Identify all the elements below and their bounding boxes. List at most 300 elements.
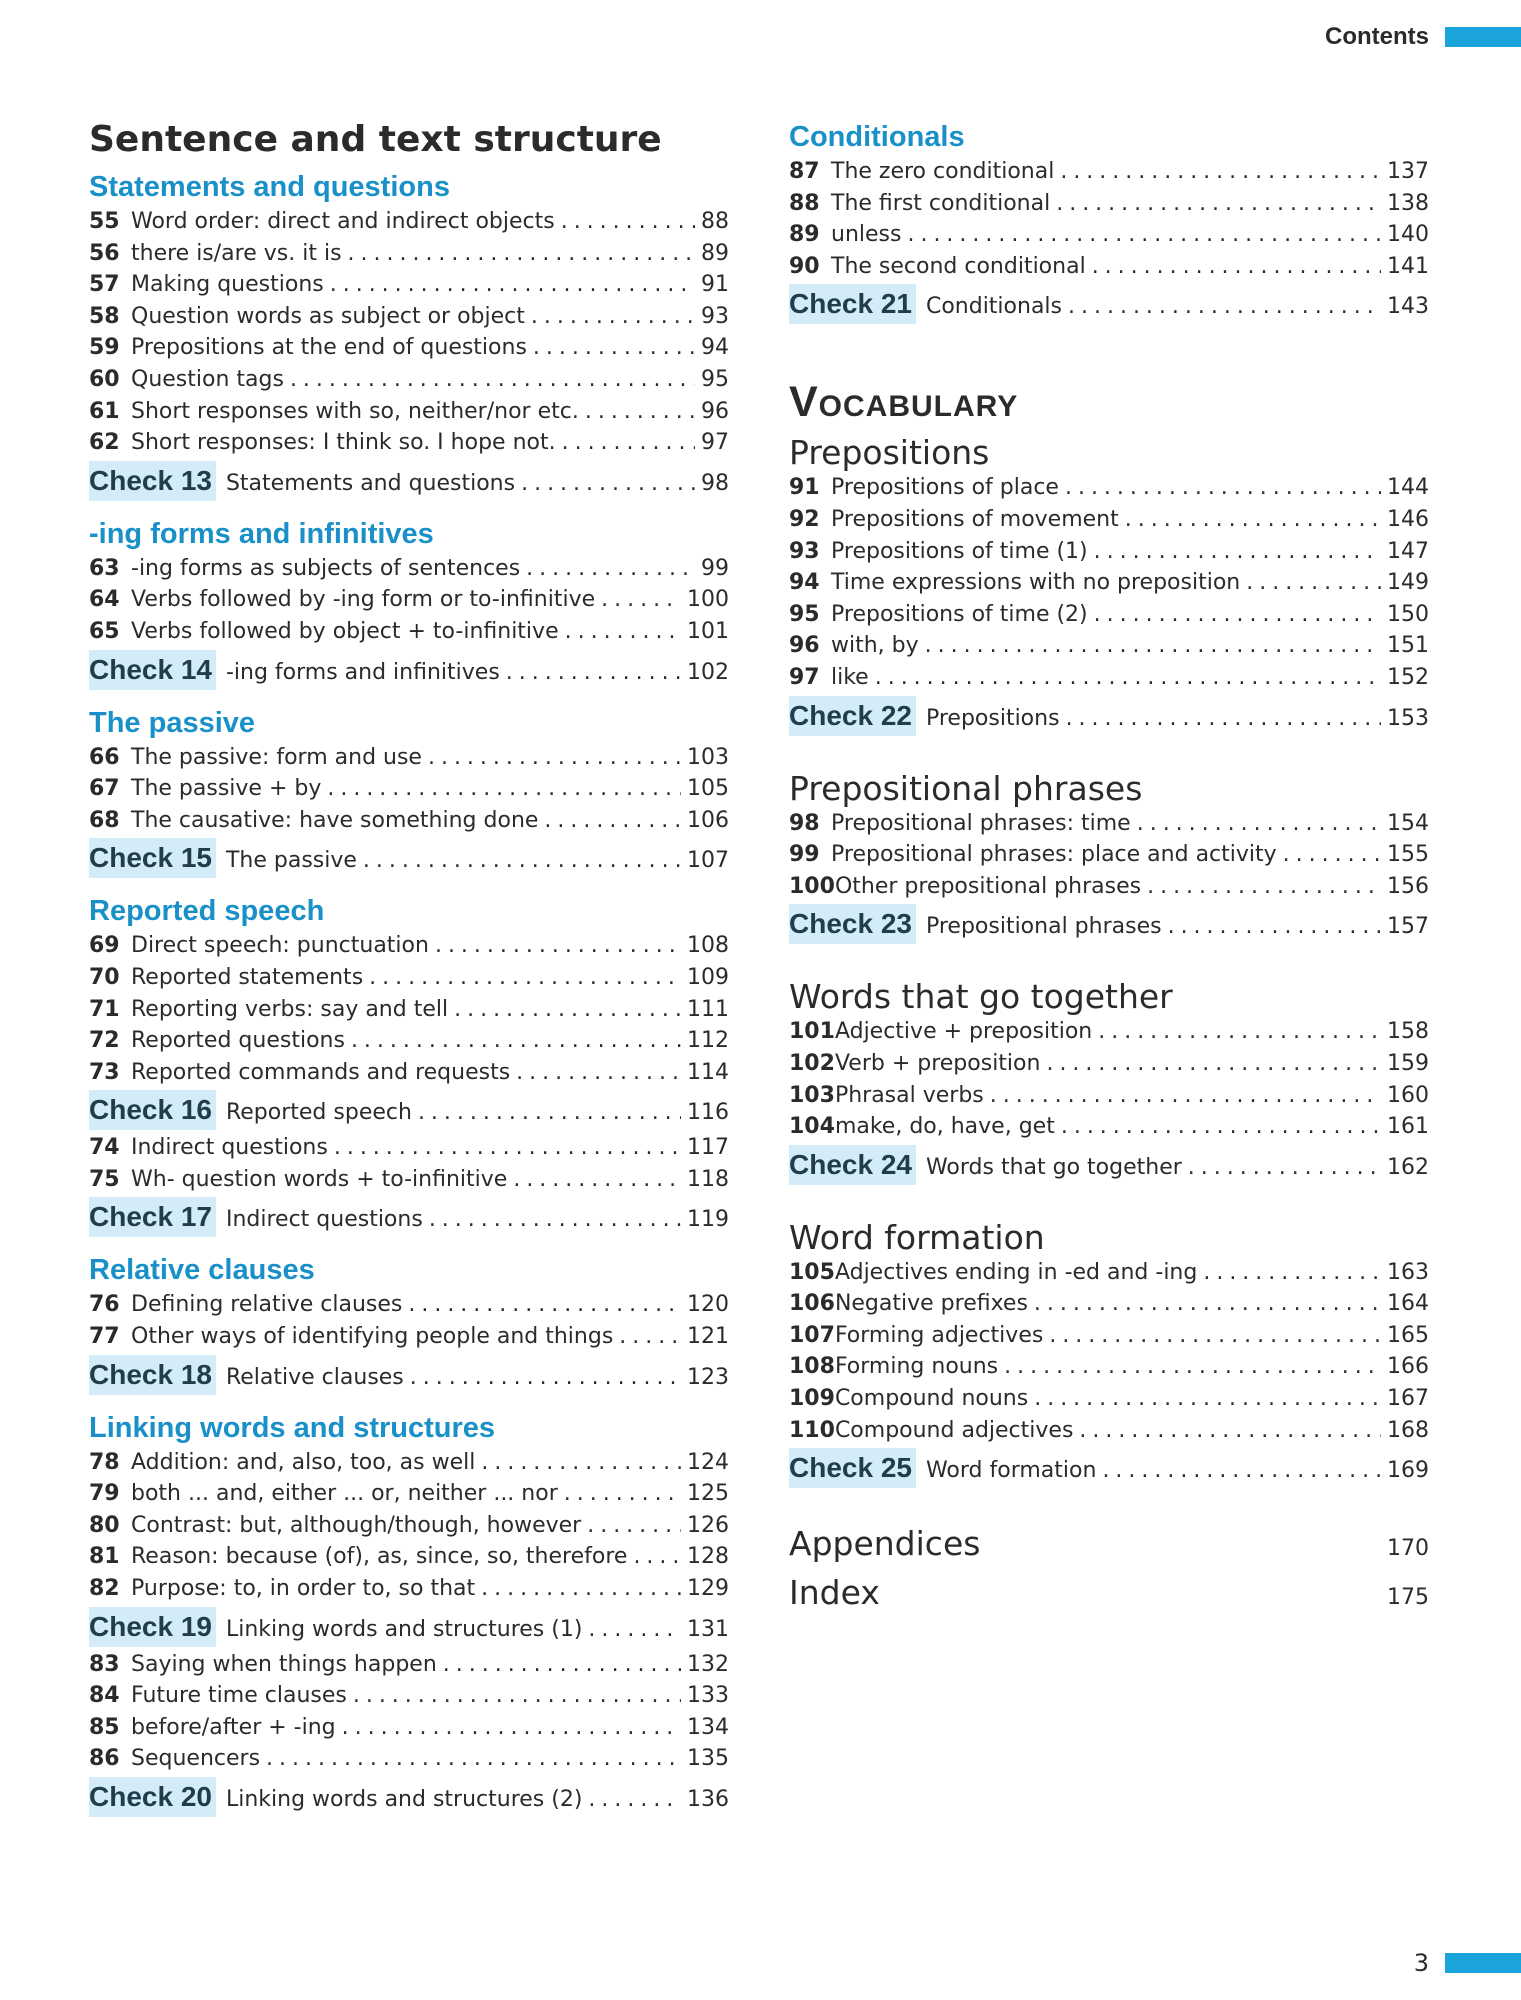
check-page: 119 bbox=[687, 1207, 729, 1233]
check-entry[interactable] bbox=[89, 1777, 729, 1817]
dot-leader bbox=[418, 1093, 681, 1134]
entry-number: 90 bbox=[789, 253, 820, 279]
toc-entry[interactable] bbox=[89, 1132, 729, 1164]
entry-page: 155 bbox=[1387, 842, 1429, 868]
back-matter bbox=[789, 1522, 1429, 1620]
toc-entry[interactable] bbox=[789, 472, 1429, 504]
entry-title: Indirect questions bbox=[131, 1135, 328, 1161]
running-head-label: Contents bbox=[1325, 23, 1429, 50]
back-matter-page: 170 bbox=[1387, 1536, 1429, 1562]
check-entry[interactable] bbox=[89, 1197, 729, 1237]
toc-entry[interactable] bbox=[89, 269, 729, 301]
entry-page: 100 bbox=[687, 587, 729, 613]
dot-leader bbox=[408, 1289, 681, 1321]
entry-number: 107 bbox=[789, 1322, 835, 1348]
entry-page: 147 bbox=[1387, 538, 1429, 564]
section-heading[interactable]: Word formation bbox=[789, 1217, 1045, 1257]
entry-title: Reason: because (of), as, since, so, therefore bbox=[131, 1544, 628, 1570]
toc-entry[interactable] bbox=[789, 504, 1429, 536]
check-page: 98 bbox=[701, 470, 729, 496]
entry-page: 105 bbox=[687, 776, 729, 802]
entry-number: 109 bbox=[789, 1386, 835, 1412]
check-title: Relative clauses bbox=[225, 1364, 404, 1390]
entry-number: 97 bbox=[789, 664, 820, 690]
toc-entry[interactable] bbox=[789, 839, 1429, 871]
entry-page: 95 bbox=[701, 366, 729, 392]
toc-entry[interactable] bbox=[789, 156, 1429, 188]
check-page: 102 bbox=[687, 659, 729, 685]
section-heading[interactable]: Conditionals bbox=[789, 121, 965, 153]
folio-bar bbox=[1445, 1953, 1521, 1973]
toc-entry[interactable] bbox=[89, 1712, 729, 1744]
check-label: Check 25 bbox=[789, 1448, 916, 1488]
entry-title: Prepositions at the end of questions bbox=[131, 335, 527, 361]
entry-number: 68 bbox=[89, 807, 120, 833]
check-entry[interactable] bbox=[89, 1090, 729, 1130]
entry-title: Question words as subject or object bbox=[131, 303, 525, 329]
entry-title: The first conditional bbox=[831, 190, 1051, 216]
entry-title: The zero conditional bbox=[831, 159, 1055, 184]
dot-leader bbox=[907, 219, 1381, 251]
section-heading[interactable]: Prepositions bbox=[789, 433, 990, 473]
entry-title: Adjectives ending in -ed and -ing bbox=[834, 1259, 1198, 1285]
entry-page: 144 bbox=[1387, 475, 1429, 501]
entry-number: 92 bbox=[789, 506, 820, 532]
check-label: Check 20 bbox=[89, 1777, 216, 1817]
toc-entry[interactable] bbox=[789, 1016, 1429, 1048]
toc-entry[interactable] bbox=[89, 1025, 729, 1057]
toc-entry[interactable] bbox=[89, 1680, 729, 1712]
entry-page: 151 bbox=[1387, 633, 1429, 659]
check-entry[interactable] bbox=[89, 838, 729, 878]
section-heading[interactable]: Prepositional phrases bbox=[789, 768, 1143, 808]
toc-entry[interactable] bbox=[789, 251, 1429, 283]
toc-entry[interactable] bbox=[789, 871, 1429, 903]
dot-leader bbox=[1094, 599, 1381, 631]
toc-entry[interactable] bbox=[789, 219, 1429, 251]
dot-leader bbox=[633, 1541, 681, 1573]
entry-title: Prepositions of time (2) bbox=[831, 601, 1088, 627]
entry-number: 101 bbox=[789, 1019, 835, 1045]
toc-section bbox=[89, 1251, 729, 1394]
check-entry[interactable] bbox=[789, 696, 1429, 736]
toc-entry[interactable] bbox=[789, 536, 1429, 568]
entry-title: Prepositional phrases: place and activity bbox=[831, 842, 1277, 868]
dot-leader bbox=[1283, 839, 1381, 871]
toc-entry[interactable] bbox=[89, 930, 729, 962]
toc-entry[interactable] bbox=[89, 553, 729, 585]
entry-title: Prepositions of time (1) bbox=[831, 538, 1088, 564]
check-label: Check 23 bbox=[789, 904, 916, 944]
running-head bbox=[1325, 22, 1521, 52]
dot-leader bbox=[481, 1573, 681, 1605]
entry-title: Reported questions bbox=[131, 1028, 345, 1054]
entry-number: 79 bbox=[89, 1481, 120, 1507]
toc-entry[interactable] bbox=[89, 1447, 729, 1479]
dot-leader bbox=[1004, 1351, 1381, 1383]
entry-number: 98 bbox=[789, 810, 820, 836]
left-column bbox=[89, 118, 729, 1831]
toc-entry[interactable] bbox=[89, 364, 729, 396]
section-heading[interactable]: Relative clauses bbox=[89, 1254, 315, 1287]
toc-entry[interactable] bbox=[789, 1257, 1429, 1289]
dot-leader bbox=[348, 238, 695, 270]
entry-number: 105 bbox=[789, 1259, 835, 1285]
check-title: The passive bbox=[225, 848, 357, 874]
entry-number: 74 bbox=[89, 1135, 120, 1161]
toc-entry[interactable] bbox=[789, 567, 1429, 599]
entry-page: 167 bbox=[1387, 1386, 1429, 1412]
entry-title: Other ways of identifying people and things bbox=[131, 1324, 614, 1350]
dot-leader bbox=[443, 1649, 681, 1681]
check-label: Check 13 bbox=[89, 461, 216, 501]
check-entry[interactable] bbox=[89, 650, 729, 690]
entry-title: Sequencers bbox=[131, 1746, 261, 1772]
page-number: 3 bbox=[1413, 1949, 1429, 1977]
entry-title: Future time clauses bbox=[131, 1683, 347, 1709]
entry-page: 138 bbox=[1387, 190, 1429, 216]
entry-page: 132 bbox=[687, 1651, 729, 1677]
entry-page: 158 bbox=[1387, 1019, 1429, 1045]
toc-entry[interactable] bbox=[789, 1351, 1429, 1383]
dot-leader bbox=[1060, 156, 1381, 188]
dot-leader bbox=[513, 1164, 681, 1196]
entry-page: 93 bbox=[701, 303, 729, 329]
entry-title: The causative: have something done bbox=[131, 807, 539, 833]
entry-number: 86 bbox=[89, 1746, 120, 1772]
entry-title: Saying when things happen bbox=[131, 1651, 437, 1677]
entry-number: 66 bbox=[89, 744, 120, 770]
entry-number: 57 bbox=[89, 272, 120, 298]
toc-entry[interactable] bbox=[789, 1111, 1429, 1143]
entry-page: 166 bbox=[1387, 1354, 1429, 1380]
entry-page: 135 bbox=[687, 1746, 729, 1772]
entry-page: 141 bbox=[1387, 253, 1429, 279]
check-page: 157 bbox=[1387, 914, 1429, 940]
entry-title: The second conditional bbox=[831, 253, 1086, 279]
conditionals-section bbox=[789, 118, 1429, 324]
entry-page: 120 bbox=[687, 1292, 729, 1318]
toc-entry[interactable] bbox=[89, 1321, 729, 1353]
entry-number: 58 bbox=[89, 303, 120, 329]
entry-page: 88 bbox=[701, 209, 729, 234]
dot-leader bbox=[428, 742, 681, 774]
entry-page: 163 bbox=[1387, 1259, 1429, 1285]
entry-title: with, by bbox=[831, 633, 919, 659]
entry-title: Forming nouns bbox=[834, 1354, 999, 1380]
toc-entry[interactable] bbox=[789, 1383, 1429, 1415]
dot-leader bbox=[1098, 1016, 1381, 1048]
entry-number: 60 bbox=[89, 366, 120, 392]
dot-leader bbox=[334, 1132, 681, 1164]
entry-page: 118 bbox=[687, 1166, 729, 1192]
section-heading[interactable]: Reported speech bbox=[89, 895, 325, 928]
dot-leader bbox=[875, 662, 1381, 694]
entry-title: Reported commands and requests bbox=[131, 1059, 511, 1085]
entry-number: 77 bbox=[89, 1324, 120, 1350]
dot-leader bbox=[619, 1321, 681, 1353]
check-label: Check 19 bbox=[89, 1607, 216, 1647]
part-title: Sentence and text structure bbox=[89, 119, 662, 160]
dot-leader bbox=[1049, 1320, 1381, 1352]
toc-entry[interactable] bbox=[89, 805, 729, 837]
entry-number: 70 bbox=[89, 964, 120, 990]
toc-entry[interactable] bbox=[89, 1478, 729, 1510]
dot-leader bbox=[587, 1510, 681, 1542]
entry-page: 125 bbox=[687, 1481, 729, 1507]
section-heading[interactable]: Words that go together bbox=[789, 977, 1173, 1017]
entry-number: 71 bbox=[89, 996, 120, 1022]
entry-page: 159 bbox=[1387, 1050, 1429, 1076]
check-entry[interactable] bbox=[789, 1448, 1429, 1488]
dot-leader bbox=[1092, 251, 1381, 283]
entry-page: 140 bbox=[1387, 222, 1429, 248]
dot-leader bbox=[454, 994, 681, 1026]
entry-number: 102 bbox=[789, 1050, 835, 1076]
check-title: Linking words and structures (1) bbox=[225, 1616, 583, 1642]
toc-entry[interactable] bbox=[89, 206, 729, 238]
toc-entry[interactable] bbox=[89, 994, 729, 1026]
toc-entry[interactable] bbox=[789, 1080, 1429, 1112]
section-heading[interactable]: -ing forms and infinitives bbox=[89, 517, 434, 550]
entry-title: The passive + by bbox=[131, 776, 322, 802]
entry-page: 111 bbox=[687, 996, 729, 1022]
entry-number: 91 bbox=[789, 475, 820, 501]
dot-leader bbox=[1034, 1288, 1381, 1320]
entry-number: 96 bbox=[789, 633, 820, 659]
toc-entry[interactable] bbox=[89, 1573, 729, 1605]
toc-section bbox=[789, 434, 1429, 735]
entry-title: Forming adjectives bbox=[834, 1322, 1044, 1348]
entry-number: 80 bbox=[89, 1512, 120, 1538]
dot-leader bbox=[353, 1680, 681, 1712]
section-heading[interactable]: Statements and questions bbox=[89, 171, 450, 203]
toc-section bbox=[89, 515, 729, 690]
check-entry[interactable] bbox=[789, 904, 1429, 944]
dot-leader bbox=[601, 584, 681, 616]
entry-number: 72 bbox=[89, 1028, 120, 1054]
dot-leader bbox=[363, 841, 681, 882]
check-entry[interactable] bbox=[789, 1145, 1429, 1185]
entry-title: Compound nouns bbox=[834, 1386, 1029, 1412]
entry-page: 152 bbox=[1387, 664, 1429, 690]
vocabulary-title: Vocabulary bbox=[789, 378, 1019, 427]
toc-section bbox=[89, 1409, 729, 1817]
toc-entry[interactable] bbox=[89, 773, 729, 805]
check-page: 131 bbox=[687, 1616, 729, 1642]
dot-leader bbox=[1066, 699, 1381, 740]
entry-page: 150 bbox=[1387, 601, 1429, 627]
check-entry[interactable] bbox=[89, 1607, 729, 1647]
section-heading[interactable]: Linking words and structures bbox=[89, 1411, 496, 1444]
toc-section bbox=[789, 978, 1429, 1184]
dot-leader bbox=[588, 1780, 681, 1821]
right-sections bbox=[789, 434, 1429, 1488]
toc-section bbox=[89, 168, 729, 501]
toc-entry[interactable] bbox=[789, 188, 1429, 220]
dot-leader bbox=[429, 1200, 681, 1241]
entry-title: Adjective + preposition bbox=[834, 1019, 1093, 1045]
entry-page: 133 bbox=[687, 1683, 729, 1709]
left-sections bbox=[89, 168, 729, 1817]
check-entry[interactable] bbox=[89, 461, 729, 501]
dot-leader bbox=[410, 1358, 681, 1399]
check-entry[interactable] bbox=[89, 1355, 729, 1395]
toc-entry[interactable] bbox=[89, 1743, 729, 1775]
entry-title: Direct speech: punctuation bbox=[131, 933, 429, 959]
check-page: 136 bbox=[687, 1787, 729, 1812]
dot-leader bbox=[1065, 472, 1381, 504]
check-title: -ing forms and infinitives bbox=[225, 659, 500, 685]
check-title: Statements and questions bbox=[225, 470, 516, 496]
entry-number: 67 bbox=[89, 776, 120, 802]
dot-leader bbox=[330, 269, 695, 301]
entry-page: 129 bbox=[687, 1576, 729, 1602]
entry-title: Short responses with so, neither/nor etc. bbox=[131, 398, 579, 424]
entry-page: 109 bbox=[687, 964, 729, 990]
check-title: Linking words and structures (2) bbox=[225, 1787, 583, 1812]
entry-number: 81 bbox=[89, 1544, 120, 1570]
check-page: 143 bbox=[1387, 294, 1429, 320]
check-label: Check 18 bbox=[89, 1355, 216, 1395]
toc-entry[interactable] bbox=[89, 742, 729, 774]
dot-leader bbox=[564, 1478, 681, 1510]
entry-page: 114 bbox=[687, 1059, 729, 1085]
entry-title: Other prepositional phrases bbox=[834, 873, 1142, 899]
toc-entry[interactable] bbox=[89, 301, 729, 333]
entry-page: 126 bbox=[687, 1512, 729, 1538]
dot-leader bbox=[533, 332, 695, 364]
dot-leader bbox=[526, 553, 695, 585]
entry-title: like bbox=[831, 664, 869, 690]
entry-title: unless bbox=[831, 222, 902, 248]
entry-title: Prepositions of place bbox=[831, 475, 1059, 501]
check-page: 162 bbox=[1387, 1154, 1429, 1180]
dot-leader bbox=[369, 962, 681, 994]
dot-leader bbox=[1168, 907, 1381, 948]
entry-number: 62 bbox=[89, 430, 120, 456]
check-title: Words that go together bbox=[925, 1154, 1182, 1180]
entry-title: make, do, have, get bbox=[834, 1114, 1055, 1140]
toc-section bbox=[789, 770, 1429, 945]
check-title: Indirect questions bbox=[225, 1207, 423, 1233]
entry-number: 84 bbox=[89, 1683, 120, 1709]
check-title: Prepositions bbox=[925, 705, 1060, 731]
back-matter-page: 175 bbox=[1387, 1585, 1429, 1611]
check-label: Check 21 bbox=[789, 284, 916, 324]
entry-page: 160 bbox=[1387, 1082, 1429, 1108]
entry-number: 108 bbox=[789, 1354, 835, 1380]
check-title: Word formation bbox=[925, 1458, 1097, 1484]
dot-leader bbox=[1061, 1111, 1381, 1143]
toc-entry[interactable] bbox=[89, 1164, 729, 1196]
entry-page: 149 bbox=[1387, 570, 1429, 596]
entry-title: Verb + preposition bbox=[834, 1050, 1041, 1076]
check-label: Check 14 bbox=[89, 650, 216, 690]
toc-entry[interactable] bbox=[789, 630, 1429, 662]
toc-entry[interactable] bbox=[789, 599, 1429, 631]
toc-entry[interactable] bbox=[89, 238, 729, 270]
entry-number: 85 bbox=[89, 1714, 120, 1740]
toc-entry[interactable] bbox=[89, 1057, 729, 1089]
entry-number: 56 bbox=[89, 240, 120, 266]
back-matter-entry[interactable] bbox=[789, 1571, 1429, 1620]
toc-entry[interactable] bbox=[89, 1510, 729, 1542]
dot-leader bbox=[565, 616, 681, 648]
back-matter-title: Index bbox=[789, 1573, 880, 1613]
toc-entry[interactable] bbox=[789, 1048, 1429, 1080]
entry-number: 55 bbox=[89, 209, 120, 234]
entry-number: 65 bbox=[89, 618, 120, 644]
toc-entry[interactable] bbox=[89, 616, 729, 648]
entry-title: Negative prefixes bbox=[834, 1291, 1028, 1317]
entry-page: 137 bbox=[1387, 159, 1429, 184]
dot-leader bbox=[506, 653, 681, 694]
toc-entry[interactable] bbox=[789, 808, 1429, 840]
toc-entry[interactable] bbox=[89, 1541, 729, 1573]
dot-leader bbox=[562, 427, 695, 459]
check-entry[interactable] bbox=[789, 284, 1429, 324]
check-label: Check 17 bbox=[89, 1197, 216, 1237]
toc-entry[interactable] bbox=[789, 662, 1429, 694]
entry-page: 103 bbox=[687, 744, 729, 770]
entry-number: 106 bbox=[789, 1291, 835, 1317]
section-heading[interactable]: The passive bbox=[89, 706, 256, 739]
entry-page: 108 bbox=[687, 933, 729, 959]
dot-leader bbox=[1102, 1451, 1381, 1492]
dot-leader bbox=[1203, 1257, 1381, 1289]
toc-entry[interactable] bbox=[89, 1649, 729, 1681]
back-matter-entry[interactable] bbox=[789, 1522, 1429, 1571]
entry-page: 134 bbox=[687, 1714, 729, 1740]
entry-title: there is/are vs. it is bbox=[131, 240, 342, 266]
dot-leader bbox=[1046, 1048, 1381, 1080]
toc-entry[interactable] bbox=[89, 396, 729, 428]
entry-page: 168 bbox=[1387, 1417, 1429, 1443]
entry-number: 61 bbox=[89, 398, 120, 424]
check-page: 116 bbox=[687, 1100, 729, 1126]
entry-title: before/after + -ing bbox=[131, 1714, 336, 1740]
entry-page: 96 bbox=[701, 398, 729, 424]
entry-number: 76 bbox=[89, 1292, 120, 1318]
dot-leader bbox=[925, 630, 1381, 662]
toc-entry[interactable] bbox=[89, 332, 729, 364]
entry-number: 93 bbox=[789, 538, 820, 564]
entry-title: Reporting verbs: say and tell bbox=[131, 996, 449, 1022]
toc-entry[interactable] bbox=[89, 584, 729, 616]
dot-leader bbox=[1056, 188, 1381, 220]
entry-title: Compound adjectives bbox=[834, 1417, 1074, 1443]
toc-section bbox=[789, 118, 1429, 324]
running-head-bar bbox=[1445, 27, 1521, 47]
entry-number: 82 bbox=[89, 1576, 120, 1602]
toc-entry[interactable] bbox=[789, 1288, 1429, 1320]
dot-leader bbox=[588, 1610, 681, 1651]
entry-page: 112 bbox=[687, 1028, 729, 1054]
entry-page: 161 bbox=[1387, 1114, 1429, 1140]
toc-entry[interactable] bbox=[789, 1320, 1429, 1352]
toc-entry[interactable] bbox=[89, 427, 729, 459]
entry-page: 89 bbox=[701, 240, 729, 266]
toc-entry[interactable] bbox=[89, 962, 729, 994]
toc-entry[interactable] bbox=[89, 1289, 729, 1321]
back-matter-title: Appendices bbox=[789, 1524, 981, 1564]
check-page: 169 bbox=[1387, 1458, 1429, 1484]
check-label: Check 16 bbox=[89, 1090, 216, 1130]
entry-title: Reported statements bbox=[131, 964, 364, 990]
toc-entry[interactable] bbox=[789, 1415, 1429, 1447]
entry-number: 94 bbox=[789, 570, 820, 596]
